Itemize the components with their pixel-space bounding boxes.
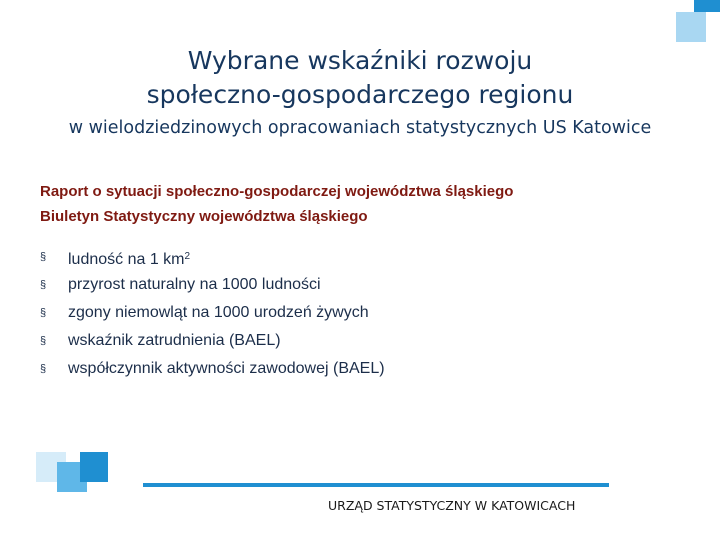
list-item-text: współczynnik aktywności zawodowej (BAEL)	[68, 360, 385, 377]
report-title-1: Raport o sytuacji społeczno-gospodarczej województwa śląskiego	[40, 183, 514, 200]
bullet-marker: §	[40, 279, 47, 291]
slide-title-line-2: społeczno-gospodarczego regionu	[146, 80, 574, 109]
decor-square-bottom-left-dark	[80, 452, 108, 482]
list-item	[40, 299, 385, 327]
indicator-list	[40, 243, 385, 383]
list-item	[40, 327, 385, 355]
list-item-text: ludność na 1 $km^2$	[68, 251, 191, 268]
bullet-marker: §	[40, 307, 47, 319]
list-item-text: przyrost naturalny na 1000 ludności	[68, 276, 321, 293]
decor-square-top-right-light	[676, 12, 706, 42]
slide-title	[0, 44, 720, 112]
bullet-marker: §	[40, 251, 47, 263]
footer-organization: URZĄD STATYSTYCZNY W KATOWICACH	[328, 498, 576, 513]
bullet-marker: §	[40, 363, 47, 375]
slide-title-line-1: Wybrane wskaźniki rozwoju	[187, 46, 533, 75]
decor-square-top-right-dark	[694, 0, 720, 12]
footer-divider	[143, 483, 609, 487]
list-item	[40, 355, 385, 383]
superscript: 2	[184, 251, 191, 262]
list-item	[40, 271, 385, 299]
list-item	[40, 243, 385, 271]
report-titles	[40, 179, 513, 229]
report-title-2: Biuletyn Statystyczny województwa śląskiego	[40, 208, 368, 225]
list-item-text: wskaźnik zatrudnienia (BAEL)	[68, 332, 281, 349]
slide-subtitle: w wielodziedzinowych opracowaniach statystycznych US Katowice	[68, 118, 652, 138]
bullet-marker: §	[40, 335, 47, 347]
list-item-text: zgony niemowląt na 1000 urodzeń żywych	[68, 304, 369, 321]
